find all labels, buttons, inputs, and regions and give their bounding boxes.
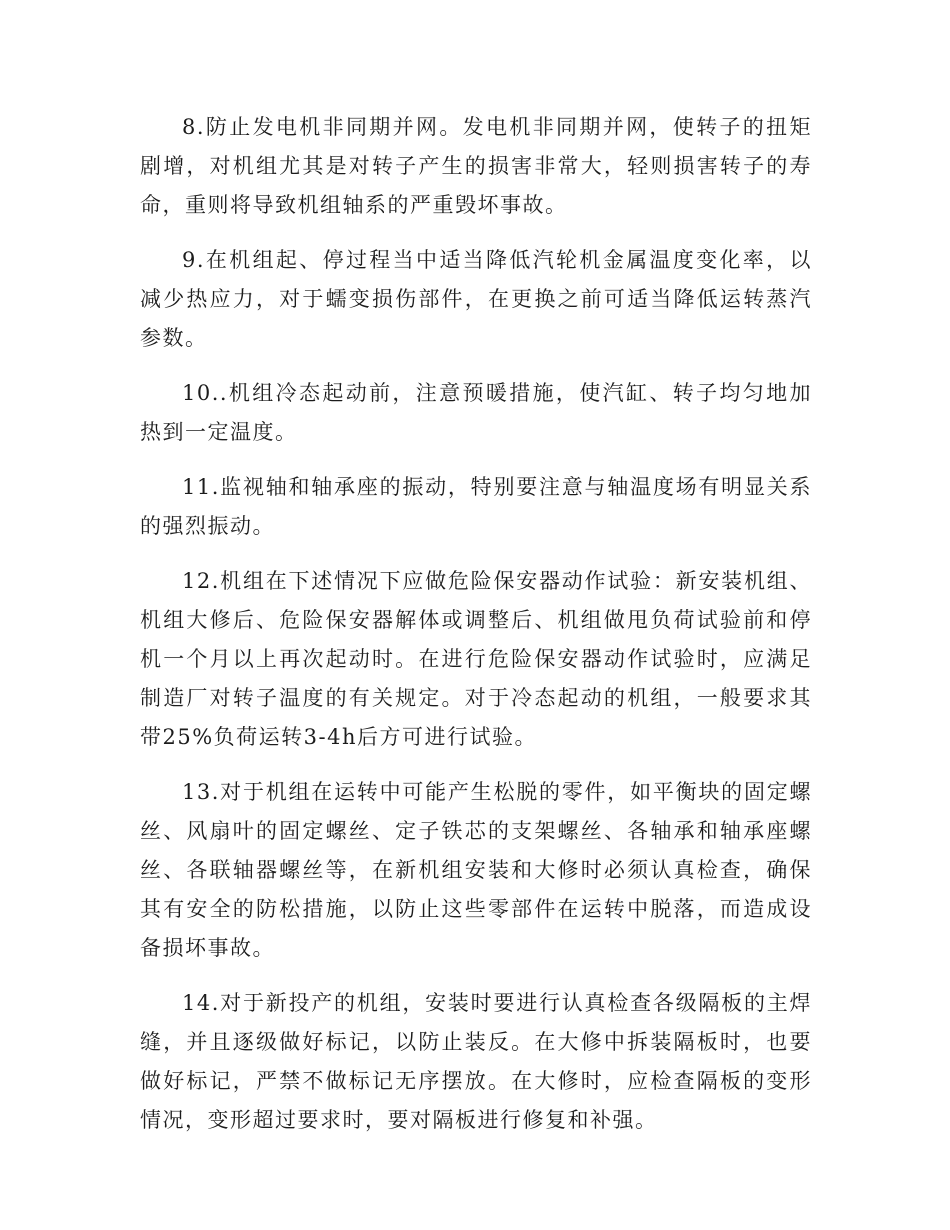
paragraph-9: 9.在机组起、停过程当中适当降低汽轮机金属温度变化率，以减少热应力，对于蠕变损伤部件，在更换之前可适当降低运转蒸汽参数。 — [140, 248, 812, 350]
document-body — [140, 108, 812, 1156]
paragraph-11: 11.监视轴和轴承座的振动，特别要注意与轴温度场有明显关系的强烈振动。 — [140, 475, 812, 538]
paragraph-8: 8.防止发电机非同期并网。发电机非同期并网，使转子的扭矩剧增，对机组尤其是对转子产生的损害非常大，轻则损害转子的寿命，重则将导致机组轴系的严重毁坏事故。 — [140, 115, 812, 217]
paragraph-13: 13.对于机组在运转中可能产生松脱的零件，如平衡块的固定螺丝、风扇叶的固定螺丝、定子铁芯的支架螺丝、各轴承和轴承座螺丝、各联轴器螺丝等，在新机组安装和大修时必须认真检查，确保其有安全的防松措施，以防止这些零部件在运转中脱落，而造成设备损坏事故。 — [140, 780, 812, 960]
paragraph-12: 12.机组在下述情况下应做危险保安器动作试验：新安装机组、机组大修后、危险保安器解体或调整后、机组做甩负荷试验前和停机一个月以上再次起动时。在进行危险保安器动作试验时，应满足制造厂对转子温度的有关规定。对于冷态起动的机组，一般要求其带25%负荷运转3-4h后方可进行试验。 — [140, 569, 812, 749]
paragraph-10: 10..机组冷态起动前，注意预暖措施，使汽缸、转子均匀地加热到一定温度。 — [140, 381, 812, 444]
paragraph-14: 14.对于新投产的机组，安装时要进行认真检查各级隔板的主焊缝，并且逐级做好标记，以防止装反。在大修中拆装隔板时，也要做好标记，严禁不做标记无序摆放。在大修时，应检查隔板的变形情况，变形超过要求时，要对隔板进行修复和补强。 — [140, 991, 812, 1132]
